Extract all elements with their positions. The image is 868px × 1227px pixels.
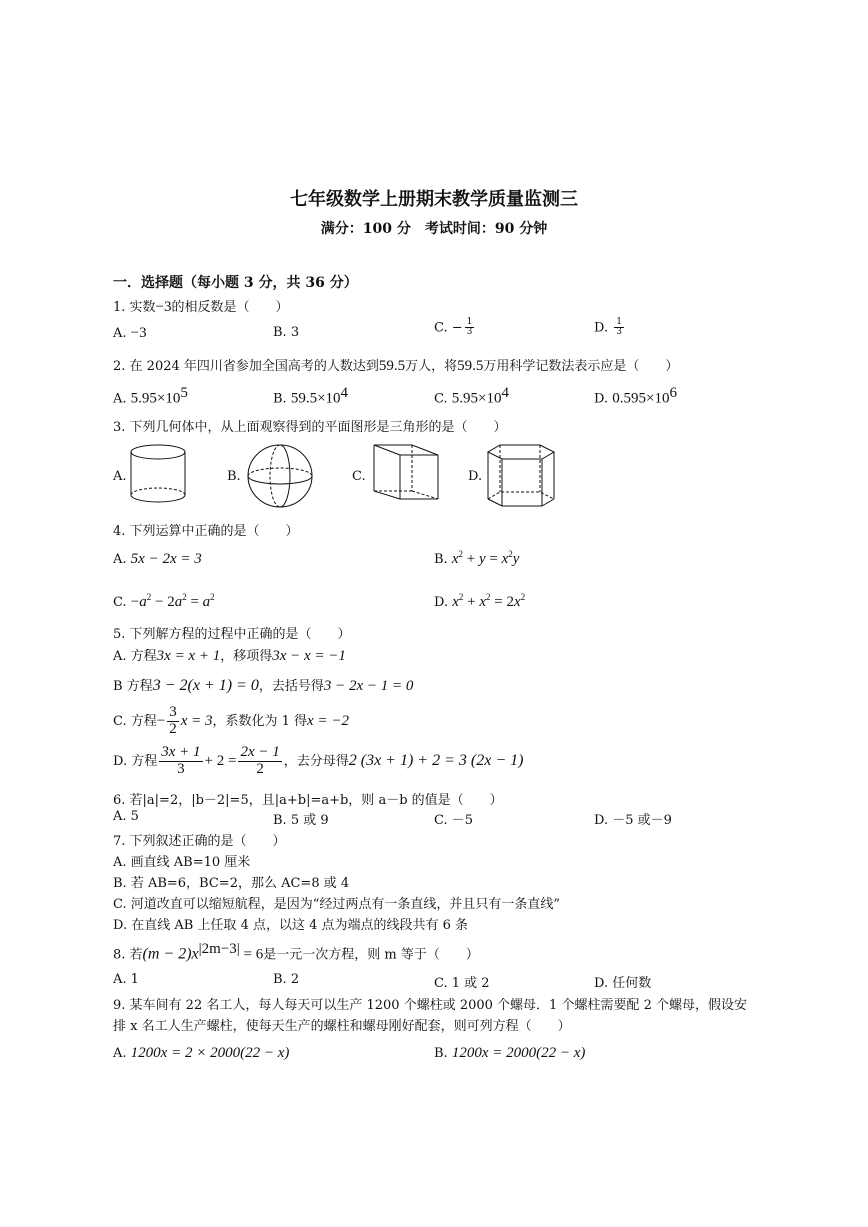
question-5-stem: 5. 下列解方程的过程中正确的是（ ） xyxy=(113,627,351,642)
q3-option-a-label[interactable]: A. xyxy=(113,469,127,484)
q9-option-b[interactable]: B. 1200x = 2000(22 − x) xyxy=(434,1045,586,1061)
q2-option-a[interactable]: A. $5.95\times 10^5$ xyxy=(113,385,188,407)
question-2-stem: 2. 在 2024 年四川省参加全国高考的人数达到59.5万人，将59.5万用科学记数法表示应是（ ） xyxy=(113,358,679,374)
section-heading: 一．选择题（每小题 3 分，共 36 分） xyxy=(113,275,358,291)
sphere-figure xyxy=(245,443,315,509)
q9-option-a[interactable]: A. 1200x = 2 × 2000(22 − x) xyxy=(113,1045,290,1061)
q5-option-d[interactable]: D. 方程 $\frac{3x + 1}{3}$ + 2 = $\frac{2x - 1}{2}$ ，去分母得2 (3x + 1) + 2 = 3 (2x − 1) xyxy=(113,744,524,777)
question-9-stem-line1: 9. 某车间有 22 名工人，每人每天可以生产 1200 个螺柱或 2000 个螺母．1 个螺柱需要配 2 个螺母，假设安 xyxy=(113,998,747,1013)
q5-option-c[interactable]: C. 方程− $\frac{3}{2}$ x = 3，系数化为 1 得x = −2 xyxy=(113,704,349,737)
question-3-stem: 3. 下列几何体中，从上面观察得到的平面图形是三角形的是（ ） xyxy=(113,420,507,435)
page-title: 七年级数学上册期末教学质量监测三 xyxy=(290,189,578,210)
q4-option-a[interactable]: A. 5x − 2x = 3 xyxy=(113,551,202,567)
q1-option-b[interactable]: B. 3 xyxy=(273,325,300,340)
q4-option-c[interactable]: C. $-a^2 - 2a^2 = a^2$ xyxy=(113,592,215,610)
q3-option-d-label[interactable]: D. xyxy=(468,469,483,484)
q4-option-b[interactable]: B. $x^2 + y = x^2y$ xyxy=(434,549,520,567)
page-subtitle: 满分：100 分 考试时间：90 分钟 xyxy=(320,221,548,237)
q6-option-b[interactable]: B. 5 或 9 xyxy=(273,813,329,828)
triangular-prism-figure xyxy=(370,443,442,503)
q3-option-c-label[interactable]: C. xyxy=(352,469,366,484)
question-1-stem: 1. 实数−3的相反数是（ ） xyxy=(113,299,289,315)
question-8-stem: 8. 若$(m - 2)x^{|2m-3|} = 6$是一元一次方程，则 m 等于（ ） xyxy=(113,941,479,963)
q7-option-a[interactable]: A. 画直线 AB=10 厘米 xyxy=(113,855,251,870)
cylinder-figure xyxy=(128,443,188,505)
q7-option-c[interactable]: C. 河道改直可以缩短航程，是因为“经过两点有一条直线，并且只有一条直线” xyxy=(113,897,561,912)
q2-option-c[interactable]: C. $5.95\times 10^4$ xyxy=(434,385,509,407)
q2-option-d[interactable]: D. $0.595\times 10^6$ xyxy=(594,385,677,407)
q8-option-c[interactable]: C. 1 或 2 xyxy=(434,976,490,991)
q6-option-d[interactable]: D. －5 或－9 xyxy=(594,813,672,828)
q8-option-d[interactable]: D. 任何数 xyxy=(594,976,652,991)
hexagonal-prism-figure xyxy=(486,443,558,509)
q7-option-b[interactable]: B. 若 AB=6，BC=2，那么 AC=8 或 4 xyxy=(113,876,350,891)
q5-option-b[interactable]: B 方程3 − 2(x + 1) = 0，去括号得3 − 2x − 1 = 0 xyxy=(113,677,414,694)
question-9-stem-line2: 排 x 名工人生产螺柱，使每天生产的螺柱和螺母刚好配套，则可列方程（ ） xyxy=(113,1019,571,1034)
question-4-stem: 4. 下列运算中正确的是（ ） xyxy=(113,524,299,539)
question-6-stem: 6. 若|a|=2，|b－2|=5，且|a+b|=a+b，则 a－b 的值是（ ） xyxy=(113,793,503,808)
q4-option-d[interactable]: D. $x^2 + x^2 = 2x^2$ xyxy=(434,592,526,610)
q6-option-c[interactable]: C. －5 xyxy=(434,813,474,828)
q6-option-a[interactable]: A. 5 xyxy=(113,809,139,824)
q7-option-d[interactable]: D. 在直线 AB 上任取 4 点，以这 4 点为端点的线段共有 6 条 xyxy=(113,918,469,933)
q8-option-a[interactable]: A. 1 xyxy=(113,972,139,987)
q3-option-b-label[interactable]: B. xyxy=(227,469,241,484)
q1-option-a[interactable]: A. −3 xyxy=(113,325,147,341)
question-7-stem: 7. 下列叙述正确的是（ ） xyxy=(113,834,286,849)
q1-option-c[interactable]: C. − $\frac{1}{3}$ xyxy=(434,317,473,338)
q8-option-b[interactable]: B. 2 xyxy=(273,972,300,987)
q1-option-d[interactable]: D. $\frac{1}{3}$ xyxy=(594,317,622,338)
q2-option-b[interactable]: B. $59.5\times 10^4$ xyxy=(273,385,349,407)
q5-option-a[interactable]: A. 方程3x = x + 1，移项得3x − x = −1 xyxy=(113,648,346,664)
